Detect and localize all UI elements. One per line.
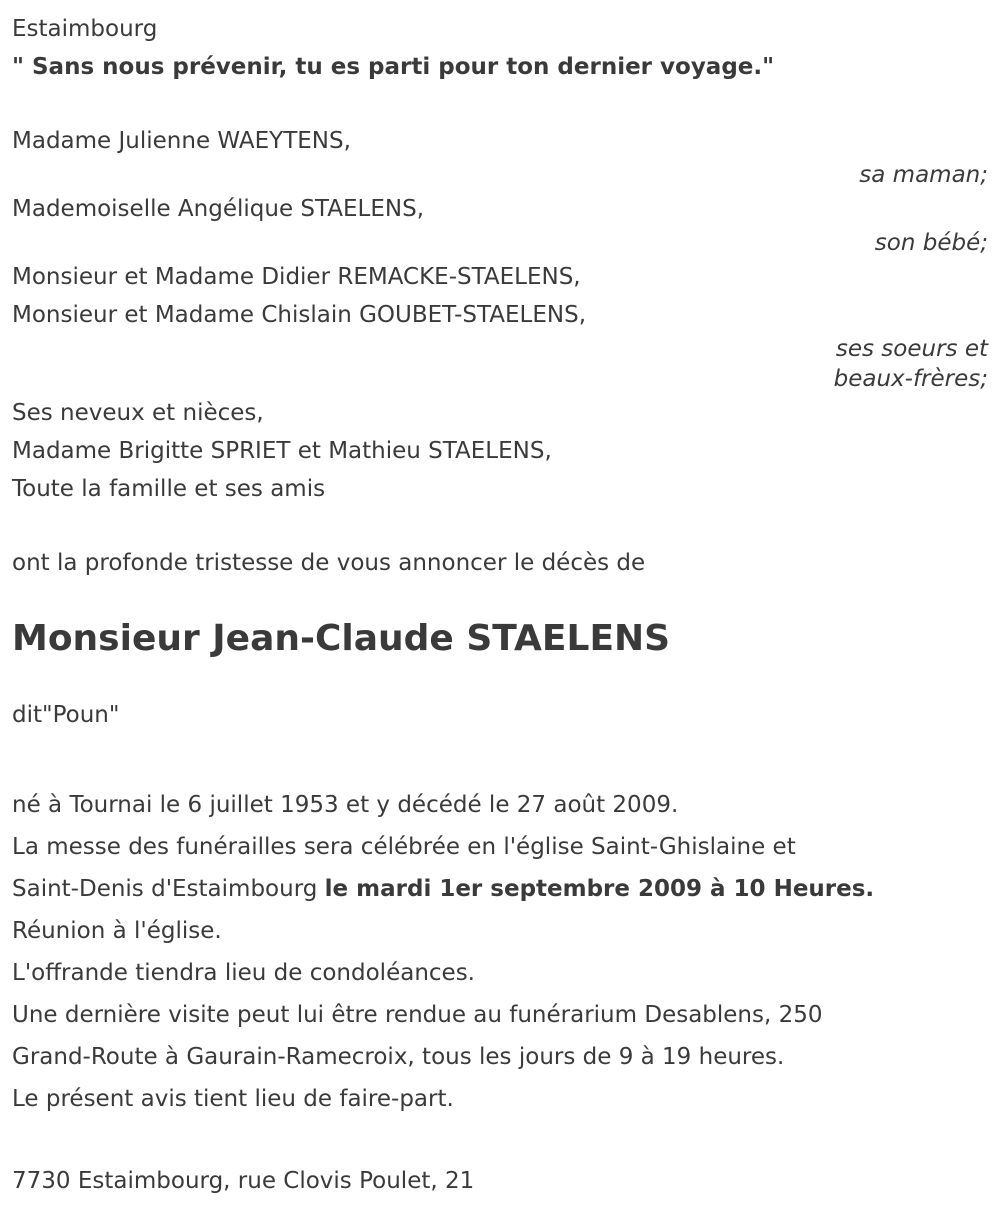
relation-label-soeurs-2: beaux-frères; xyxy=(833,366,988,392)
family-member-line: Monsieur et Madame Didier REMACKE-STAELENS, xyxy=(12,264,581,290)
mass-line-2-normal: Saint-Denis d'Estaimbourg xyxy=(12,876,325,902)
mass-line-1: La messe des funérailles sera célébrée en l'église Saint-Ghislaine et xyxy=(12,834,796,860)
visite-line-1: Une dernière visite peut lui être rendue au funérarium Desablens, 250 xyxy=(12,1002,823,1028)
reunion-line: Réunion à l'église. xyxy=(12,918,222,944)
family-member-line: Ses neveux et nièces, xyxy=(12,400,264,426)
visite-line-2: Grand-Route à Gaurain-Ramecroix, tous les jours de 9 à 19 heures. xyxy=(12,1044,785,1070)
spacer xyxy=(12,86,988,122)
mass-line-2-bold: le mardi 1er septembre 2009 à 10 Heures. xyxy=(324,876,875,902)
birth-death-line: né à Tournai le 6 juillet 1953 et y décédé le 27 août 2009. xyxy=(12,792,679,818)
spacer xyxy=(12,734,988,784)
spacer xyxy=(12,1120,988,1160)
city-line: Estaimbourg xyxy=(12,16,158,42)
offrande-line: L'offrande tiendra lieu de condoléances. xyxy=(12,960,475,986)
nickname-line: dit"Poun" xyxy=(12,702,120,728)
spacer xyxy=(12,508,988,544)
deceased-name-heading: Monsieur Jean-Claude STAELENS xyxy=(12,618,671,659)
relation-label-maman: sa maman; xyxy=(859,162,988,188)
family-member-line: Madame Julienne WAEYTENS, xyxy=(12,128,351,154)
relation-label-soeurs-1: ses soeurs et xyxy=(835,336,988,362)
mass-line-2 xyxy=(12,868,988,910)
avis-line: Le présent avis tient lieu de faire-part. xyxy=(12,1086,454,1112)
family-member-line: Monsieur et Madame Chislain GOUBET-STAELENS, xyxy=(12,302,587,328)
address-line: 7730 Estaimbourg, rue Clovis Poulet, 21 xyxy=(12,1168,475,1194)
family-member-line: Toute la famille et ses amis xyxy=(12,476,326,502)
quote-line: " Sans nous prévenir, tu es parti pour ton dernier voyage." xyxy=(12,54,775,80)
family-member-line: Mademoiselle Angélique STAELENS, xyxy=(12,196,425,222)
relation-label-bebe: son bébé; xyxy=(874,230,988,256)
family-member-line: Madame Brigitte SPRIET et Mathieu STAELENS, xyxy=(12,438,552,464)
announcement-line: ont la profonde tristesse de vous annoncer le décès de xyxy=(12,550,646,576)
